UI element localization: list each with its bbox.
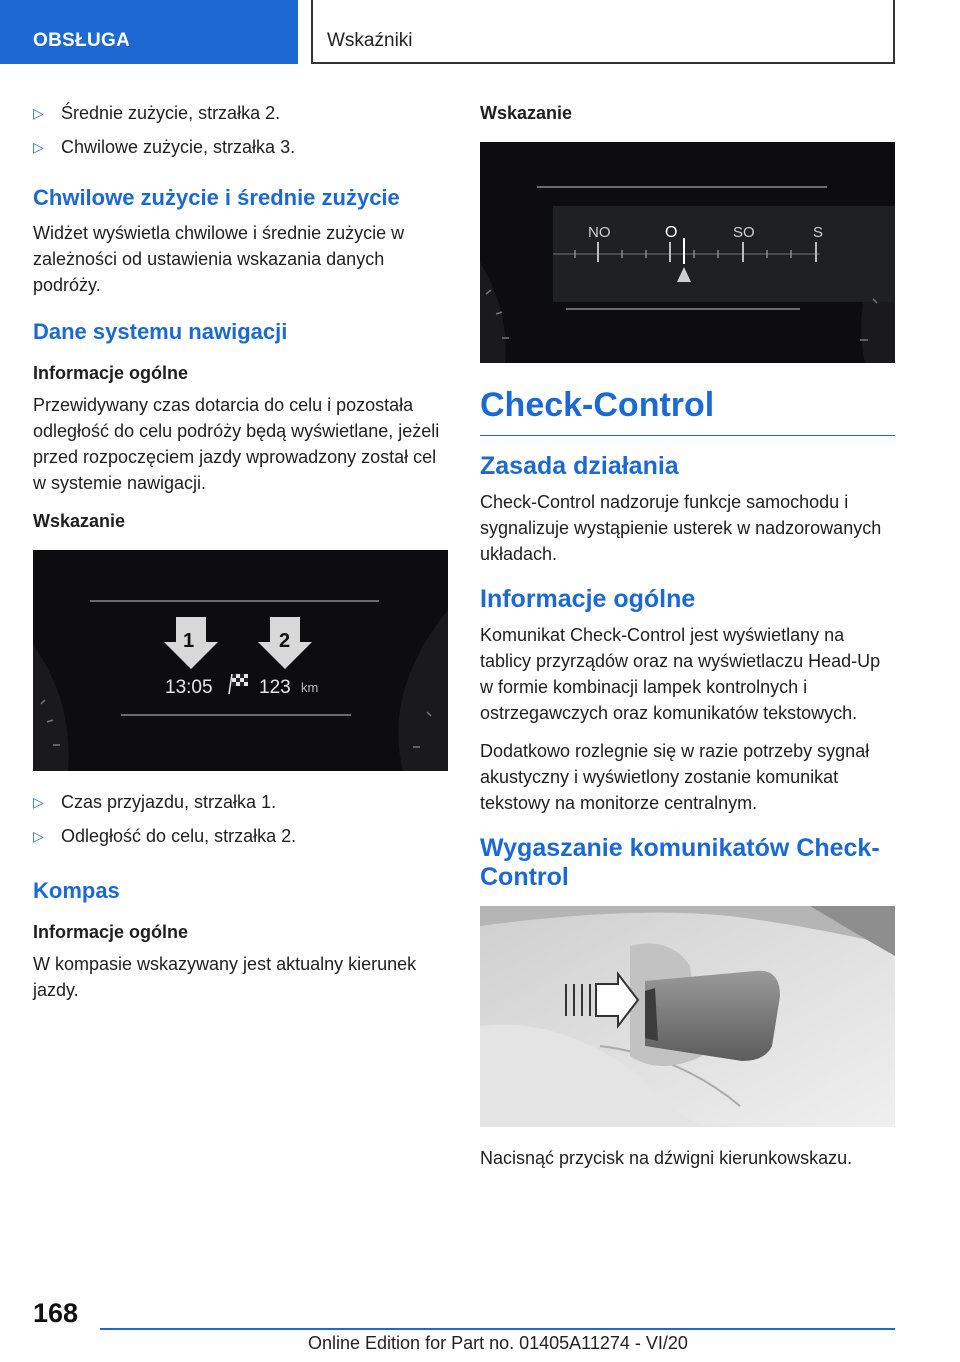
turn-signal-lever-figure: [480, 906, 895, 1127]
section-label: OBSŁUGA: [33, 30, 131, 51]
section-tab: [0, 0, 298, 64]
footer-divider: [100, 1328, 895, 1330]
list-item: ▷ Czas przyjazdu, strzałka 1.: [33, 789, 448, 815]
paragraph-dismiss: Nacisnąć przycisk na dźwigni kierunkowskazu.: [480, 1148, 853, 1168]
subheading-display: Wskazanie: [33, 511, 126, 531]
paragraph-principle: Check-Control nadzoruje funkcje samochodu i sygnalizuje wystąpienie usterek w nadzorowanych układach.: [480, 492, 882, 564]
heading-general-info: Informacje ogólne: [480, 585, 696, 613]
subheading-general-2: Informacje ogólne: [33, 922, 189, 942]
arrow-2-label: 2: [279, 630, 291, 652]
compass-label-o: O: [665, 224, 678, 241]
list-item: ▷ Chwilowe zużycie, strzałka 3.: [33, 134, 448, 160]
list-item: ▷ Odległość do celu, strzałka 2.: [33, 823, 448, 849]
chapter-header: [311, 0, 895, 64]
compass-label-no: NO: [588, 224, 611, 241]
arrival-time-label: 13:05: [165, 677, 213, 698]
heading-navigation: Dane systemu nawigacji: [33, 319, 288, 344]
distance-label: 123: [259, 677, 291, 698]
subheading-general: Informacje ogólne: [33, 363, 189, 383]
heading-principle: Zasada działania: [480, 452, 679, 480]
paragraph-general-1: Komunikat Check-Control jest wyświetlany na tablicy przyrządów oraz na wyświetlaczu Head-Up w formie kombinacji lampek kontrolnych i ostrzegawczych oraz komunikatów tekstowych.: [480, 625, 881, 723]
edition-note: Online Edition for Part no. 01405A11274 - VI/20: [308, 1333, 688, 1353]
paragraph-consumption: Widżet wyświetla chwilowe i średnie zużycie w zależności od ustawienia wskazania danych podróży.: [33, 223, 405, 295]
compass-display-figure: [480, 142, 895, 363]
heading-check-control: Check-Control: [480, 385, 895, 436]
triangle-bullet-icon: ▷: [33, 794, 44, 810]
page-number: 168: [33, 1298, 79, 1328]
paragraph-compass: W kompasie wskazywany jest aktualny kierunek jazdy.: [33, 954, 417, 1000]
subheading-display-compass: Wskazanie: [480, 103, 573, 123]
triangle-bullet-icon: ▷: [33, 105, 44, 121]
heading-consumption: Chwilowe zużycie i średnie zużycie: [33, 185, 400, 210]
distance-unit-label: km: [301, 680, 319, 695]
triangle-bullet-icon: ▷: [33, 828, 44, 844]
chapter-title: Wskaźniki: [327, 30, 413, 51]
paragraph-general-2: Dodatkowo rozlegnie się w razie potrzeby sygnał akustyczny i wyświetlony zostanie komunikat tekstowy na monitorze centralnym.: [480, 741, 870, 813]
heading-compass: Kompas: [33, 878, 120, 903]
heading-dismiss: Wygaszanie komunikatów Check-Control: [480, 834, 880, 891]
compass-label-so: SO: [733, 224, 755, 241]
left-column: [33, 100, 448, 1015]
paragraph-navigation: Przewidywany czas dotarcia do celu i pozostała odległość do celu podróży będą wyświetlane, jeżeli przed rozpoczęciem jazdy wprowadzony został cel w systemie nawigacji.: [33, 395, 440, 493]
right-column: [480, 100, 895, 1183]
compass-label-s: S: [813, 224, 824, 241]
triangle-bullet-icon: ▷: [33, 139, 44, 155]
arrow-1-label: 1: [183, 630, 195, 652]
navigation-display-figure: [33, 550, 448, 771]
list-item: ▷ Średnie zużycie, strzałka 2.: [33, 100, 448, 126]
